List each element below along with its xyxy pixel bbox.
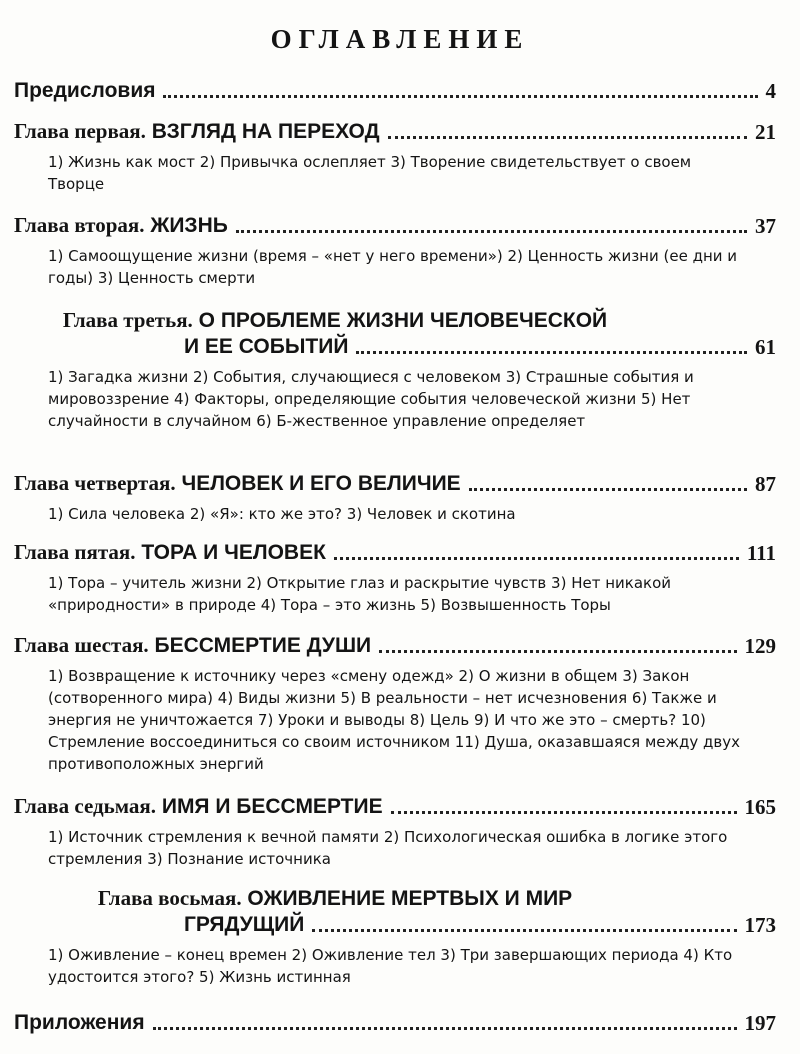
entry-title-continued: И ЕЕ СОБЫТИЙ (184, 335, 349, 358)
page-number: 21 (755, 120, 776, 144)
toc-entry-appendices[interactable] (14, 1010, 776, 1036)
chapter-label: Глава третья. (62, 308, 193, 332)
section-list: 1) Самоощущение жизни (время – «нет у него времени») 2) Ценность жизни (ее дни и годы) 3) Ценность смерти (48, 247, 738, 287)
section-list: 1) Возвращение к источнику через «смену одежд» 2) О жизни в общем 3) Закон (сотворенного мира) 4) Виды жизни 5) В реальности – нет исчезновения 6) Также и энергия не уничтожается 7) Уроки и выводы 8) Цель 9) И что же это – смерть? 10) Стремление воссоединиться со своим источником 11) Душа, оказавшаяся между двух противоположных энергий (48, 667, 741, 773)
dot-leader (163, 95, 757, 98)
toc-entry-chapter-4[interactable] (14, 470, 776, 525)
toc-entry-preface[interactable] (14, 78, 776, 104)
section-list: 1) Жизнь как мост 2) Привычка ослепляет 3) Творение свидетельствует о своем Творце (48, 153, 692, 193)
chapter-label: Глава пятая. (14, 540, 136, 564)
page-number: 197 (744, 1011, 776, 1035)
dot-leader (388, 136, 747, 139)
page-title: ОГЛАВЛЕНИЕ (270, 24, 530, 54)
entry-title-continued: ГРЯДУЩИЙ (184, 913, 305, 936)
page-number: 87 (755, 472, 776, 496)
dot-leader (334, 557, 739, 560)
section-list: 1) Оживление – конец времен 2) Оживление тел 3) Три завершающих периода 4) Кто удостоится этого? 5) Жизнь истинная (48, 946, 733, 986)
dot-leader (356, 351, 747, 354)
chapter-label: Глава первая. (14, 119, 146, 143)
section-list: 1) Источник стремления к вечной памяти 2) Психологическая ошибка в логике этого стремления 3) Познание источника (48, 828, 728, 868)
section-list: 1) Тора – учитель жизни 2) Открытие глаз и раскрытие чувств 3) Нет никакой «природности» в природе 4) Тора – это жизнь 5) Возвышенность Торы (48, 574, 672, 614)
dot-leader (391, 811, 737, 814)
entry-title: ИМЯ И БЕССМЕРТИЕ (161, 795, 383, 818)
page-number: 173 (744, 913, 776, 937)
chapter-label: Глава четвертая. (14, 471, 176, 495)
toc-entry-chapter-3[interactable] (14, 307, 776, 432)
dot-leader (153, 1027, 737, 1030)
chapter-label: Глава седьмая. (14, 794, 156, 818)
section-list: 1) Сила человека 2) «Я»: кто же это? 3) Человек и скотина (48, 505, 516, 523)
chapter-label: Глава шестая. (14, 633, 149, 657)
entry-title: БЕССМЕРТИЕ ДУШИ (154, 634, 372, 657)
entry-title: ТОРА И ЧЕЛОВЕК (141, 541, 326, 564)
toc-entry-chapter-2[interactable] (14, 212, 776, 289)
entry-title: ЧЕЛОВЕК И ЕГО ВЕЛИЧИЕ (181, 472, 461, 495)
section-list: 1) Загадка жизни 2) События, случающиеся с человеком 3) Страшные события и мировоззрение 4) Факторы, определяющие события человеческой жизни 5) Нет случайности в случайном 6) Б-жественное управление определяет (48, 368, 694, 430)
toc-entry-chapter-1[interactable] (14, 118, 776, 195)
page-number: 4 (765, 79, 776, 103)
dot-leader (236, 230, 747, 233)
page-number: 129 (744, 634, 776, 658)
page-number: 37 (755, 214, 776, 238)
chapter-label: Глава вторая. (14, 213, 145, 237)
toc-entry-chapter-6[interactable] (14, 632, 776, 775)
entry-title: ОЖИВЛЕНИЕ МЕРТВЫХ И МИР (247, 887, 573, 910)
dot-leader (469, 488, 747, 491)
entry-title: Предисловия (14, 79, 156, 102)
entry-title: Приложения (14, 1011, 145, 1034)
entry-title: ЖИЗНЬ (150, 214, 228, 237)
toc-entry-chapter-7[interactable] (14, 793, 776, 870)
toc-entry-chapter-5[interactable] (14, 539, 776, 616)
page-number: 165 (744, 795, 776, 819)
entry-title: ВЗГЛЯД НА ПЕРЕХОД (151, 120, 380, 143)
chapter-label: Глава восьмая. (97, 886, 242, 910)
toc-entry-chapter-8[interactable] (14, 885, 776, 988)
page-number: 61 (755, 335, 776, 359)
page-number: 111 (746, 541, 776, 565)
dot-leader (379, 650, 736, 653)
entry-title: О ПРОБЛЕМЕ ЖИЗНИ ЧЕЛОВЕЧЕСКОЙ (198, 309, 608, 332)
dot-leader (312, 929, 736, 932)
